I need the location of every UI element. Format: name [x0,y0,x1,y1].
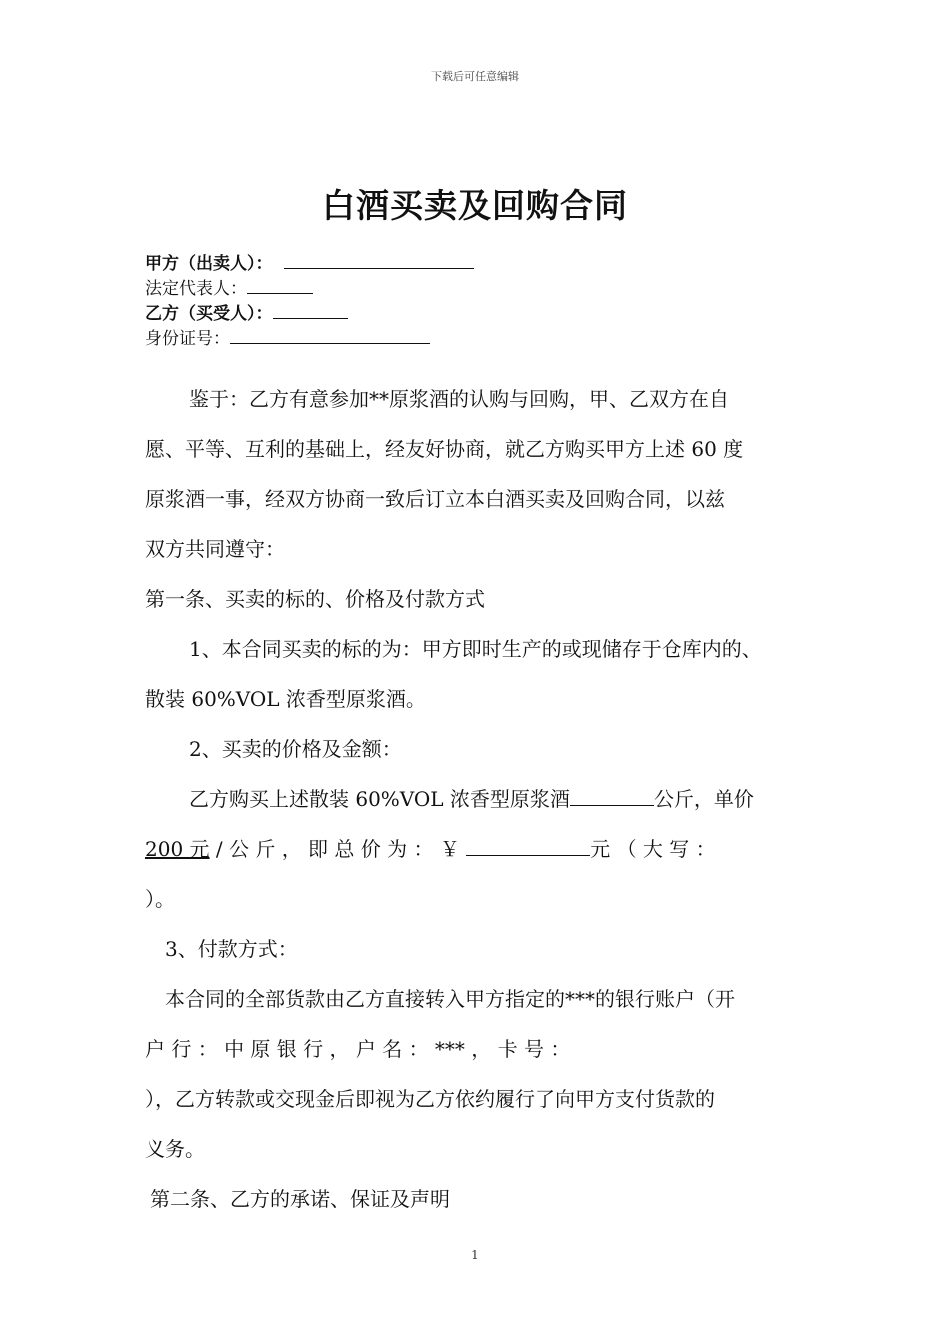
item-2-line-2 [145,834,805,864]
page-header: 下载后可任意编辑 [431,70,519,83]
legal-rep-blank [247,276,313,294]
article-2-heading: 第二条、乙方的承诺、保证及声明 [150,1187,450,1211]
item-3-heading: 3、付款方式： [165,937,298,961]
buyer-field [145,301,348,326]
seller-label: 甲方（出卖人）： [145,254,273,274]
seller-blank [284,251,474,269]
item-2-total-label: / 公 斤 ， 即 总 价 为 ： ￥ [215,837,460,861]
item-2-line-3: ）。 [145,887,175,911]
unit-price: 200 元 [145,837,210,861]
id-field [145,326,430,351]
legal-rep-label: 法定代表人： [145,279,247,299]
buyer-label: 乙方（买受人）： [145,304,273,324]
legal-rep-field [145,276,313,301]
page-number: 1 [471,1248,479,1262]
item-3-line-2: 户 行 ： 中 原 银 行 ， 户 名 ： *** ， 卡 号 ： [145,1037,571,1061]
item-2-text-a: 乙方购买上述散装 60%VOL 浓香型原浆酒 [189,787,570,811]
whereas-line-4: 双方共同遵守： [145,537,285,561]
item-2-line-1 [189,784,805,814]
item-3-line-4: 义务。 [145,1137,205,1161]
document-title: 白酒买卖及回购合同 [322,186,628,225]
item-1-line-2: 散装 60%VOL 浓香型原浆酒。 [145,687,426,711]
whereas-line-1: 鉴于：乙方有意参加**原浆酒的认购与回购，甲、乙双方在自 [189,387,729,411]
item-1-line-1: 1、本合同买卖的标的为：甲方即时生产的或现储存于仓库内的、 [189,637,762,661]
item-2-text-b: 公斤，单价 [653,787,754,811]
item-2-heading: 2、买卖的价格及金额： [189,737,402,761]
article-1-heading: 第一条、买卖的标的、价格及付款方式 [145,587,485,611]
whereas-line-3: 原浆酒一事，经双方协商一致后订立本白酒买卖及回购合同，以兹 [145,487,725,511]
seller-field [145,251,474,276]
item-3-line-3: ），乙方转款或交现金后即视为乙方依约履行了向甲方支付货款的 [145,1087,715,1111]
id-blank [230,326,430,344]
item-2-uppercase-label: 元 （ 大 写 ： [590,837,716,861]
whereas-line-2: 愿、平等、互利的基础上，经友好协商，就乙方购买甲方上述 60 度 [145,437,744,461]
total-blank [466,835,590,856]
buyer-blank [273,301,348,319]
item-3-line-1: 本合同的全部货款由乙方直接转入甲方指定的***的银行账户（开 [165,987,735,1011]
id-label: 身份证号： [145,329,230,349]
quantity-blank [570,785,654,806]
